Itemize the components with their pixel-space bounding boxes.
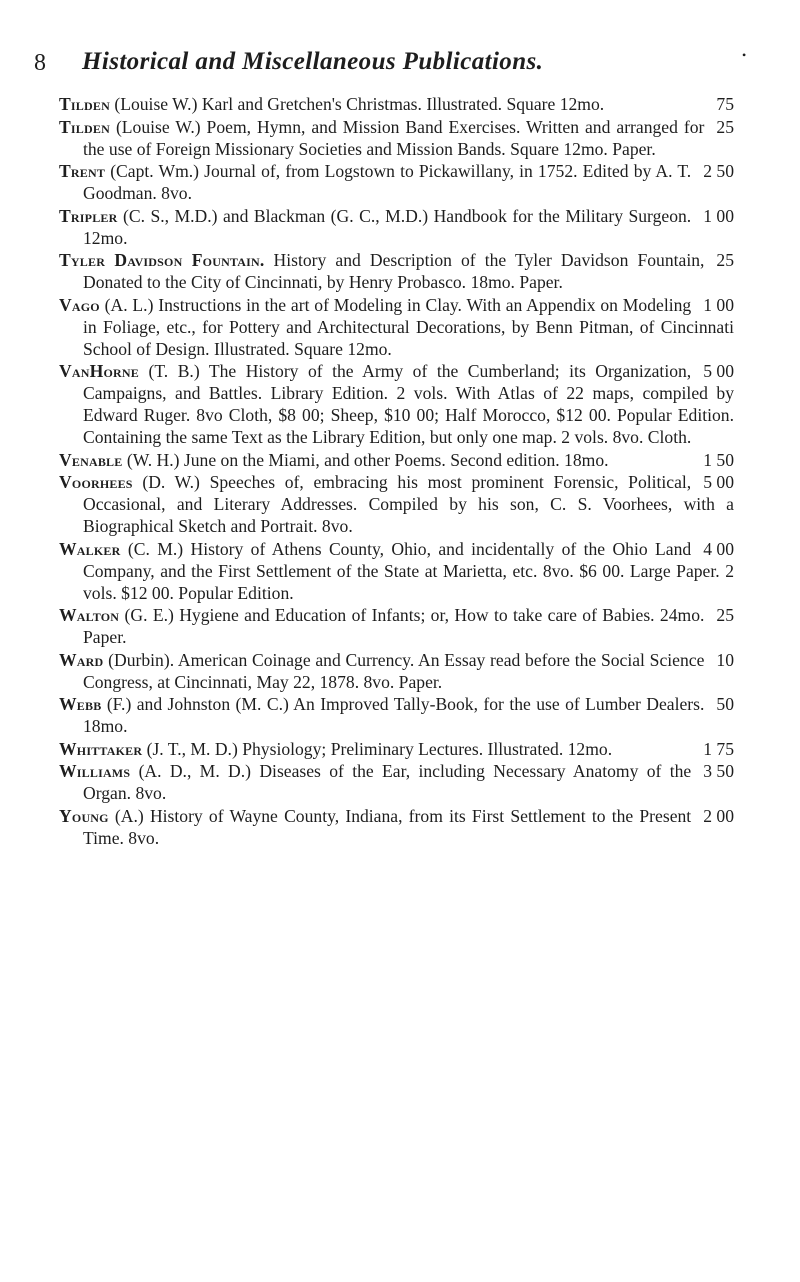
entry-price: 1 00: [703, 294, 734, 315]
entry-description: (J. T., M. D.) Physiology; Preliminary Lectures. Illustrated. 12mo.: [146, 738, 613, 759]
entry-author: Walton: [59, 605, 120, 625]
publication-list: [59, 93, 734, 849]
entry-author: Ward: [59, 649, 104, 670]
entry-description: History and Description of the Tyler Davidson Fountain, Donated to the City of Cincinnati, by Henry Probasco. 18mo. Paper.: [83, 250, 705, 292]
publication-entry: [59, 249, 734, 293]
entry-author: Trent: [59, 161, 106, 181]
entry-price: 25: [716, 250, 734, 270]
entry-price: 1 50: [703, 449, 734, 470]
entry-author: Venable: [59, 449, 123, 470]
entry-description: (Louise W.) Poem, Hymn, and Mission Band Exercises. Written and arranged for the use of Foreign Missionary Societies and Mission Bands. Square 12mo. Paper.: [83, 116, 705, 159]
entry-description: (A.) History of Wayne County, Indiana, from its First Settlement to the Present Time. 8vo.: [83, 805, 692, 848]
bullet-mark: •: [742, 48, 747, 62]
publication-entry: [59, 93, 734, 115]
entry-price: 4 00: [703, 538, 734, 559]
entry-author: Young: [59, 805, 109, 826]
entry-price: 5 00: [703, 472, 734, 492]
entry-price: 25: [716, 605, 734, 625]
entry-description: (Louise W.) Karl and Gretchen's Christmas. Illustrated. Square 12mo.: [114, 94, 605, 114]
entry-price: 5 00: [703, 361, 734, 381]
entry-description: (Capt. Wm.) Journal of, from Logstown to Pickawillany, in 1752. Edited by A. T. Goodman. 8vo.: [83, 161, 692, 203]
entry-price: 1 00: [703, 205, 734, 226]
page-number: 8: [34, 50, 46, 76]
entry-author: Tripler: [59, 205, 118, 226]
entry-description: (D. W.) Speeches of, embracing his most prominent Forensic, Political, Occasional, and Literary Addresses. Compiled by his son, C. S. Voorhees, with a Biographical Sketch and Portrait. 8vo.: [83, 472, 734, 536]
publication-entry: [59, 116, 734, 160]
entry-description: (F.) and Johnston (M. C.) An Improved Tally-Book, for the use of Lumber Dealers. 18mo.: [83, 694, 705, 736]
entry-price: 50: [716, 694, 734, 714]
entry-description: (C. M.) History of Athens County, Ohio, and incidentally of the Ohio Land Company, and the First Settlement of the State at Marietta, etc. 8vo. $6 00. Large Paper. 2 vols. $12 00. Popular Edition.: [83, 538, 734, 603]
entry-description: (A. D., M. D.) Diseases of the Ear, including Necessary Anatomy of the Organ. 8vo.: [83, 761, 692, 803]
publication-entry: [59, 360, 734, 448]
entry-price: 2 50: [703, 161, 734, 181]
page-header: [34, 48, 774, 84]
entry-author: Webb: [59, 694, 102, 714]
publication-entry: [59, 538, 734, 604]
entry-author: Walker: [59, 538, 121, 559]
publication-entry: [59, 805, 734, 849]
entry-author: Tilden: [59, 94, 110, 114]
running-title: Historical and Miscellaneous Publications.: [82, 48, 544, 75]
publication-entry: [59, 160, 734, 204]
entry-price: 3 50: [703, 761, 734, 781]
entry-author: Voorhees: [59, 472, 133, 492]
entry-description: (W. H.) June on the Miami, and other Poems. Second edition. 18mo.: [126, 449, 609, 470]
publication-entry: [59, 294, 734, 360]
publication-entry: [59, 205, 734, 249]
entry-description: (T. B.) The History of the Army of the Cumberland; its Organization, Campaigns, and Battles. Library Edition. 2 vols. With Atlas of 22 maps, compiled by Edward Ruger. 8vo Cloth, $8 00; Sheep, $10 00; Half Morocco, $12 00. Popular Edition. Containing the same Text as the Library Edition, but only one map. 2 vols. 8vo. Cloth.: [83, 361, 734, 447]
entry-author: VanHorne: [59, 361, 139, 381]
entry-description: (A. L.) Instructions in the art of Modeling in Clay. With an Appendix on Modeling in Foliage, etc., for Pottery and Architectural Decorations, by Benn Pitman, of Cincinnati School of Design. Illustrated. Square 12mo.: [83, 294, 734, 359]
publication-entry: [59, 471, 734, 537]
publication-entry: [59, 760, 734, 804]
publication-entry: [59, 604, 734, 648]
entry-price: 2 00: [703, 805, 734, 826]
entry-author: Tyler Davidson Fountain.: [59, 250, 265, 270]
entry-author: Tilden: [59, 116, 110, 137]
entry-author: Williams: [59, 761, 131, 781]
entry-price: 10: [716, 649, 734, 670]
entry-price: 1 75: [703, 738, 734, 759]
publication-entry: [59, 449, 734, 471]
publication-entry: [59, 693, 734, 737]
entry-price: 75: [716, 94, 734, 114]
publication-entry: [59, 649, 734, 693]
entry-author: Whittaker: [59, 738, 143, 759]
publication-entry: [59, 738, 734, 760]
entry-description: (C. S., M.D.) and Blackman (G. C., M.D.) Handbook for the Military Surgeon. 12mo.: [83, 205, 692, 248]
entry-price: 25: [716, 116, 734, 137]
entry-author: Vago: [59, 294, 100, 315]
entry-description: (G. E.) Hygiene and Education of Infants; or, How to take care of Babies. 24mo. Paper.: [83, 605, 705, 647]
entry-description: (Durbin). American Coinage and Currency. An Essay read before the Social Science Congress, at Cincinnati, May 22, 1878. 8vo. Paper.: [83, 649, 705, 692]
